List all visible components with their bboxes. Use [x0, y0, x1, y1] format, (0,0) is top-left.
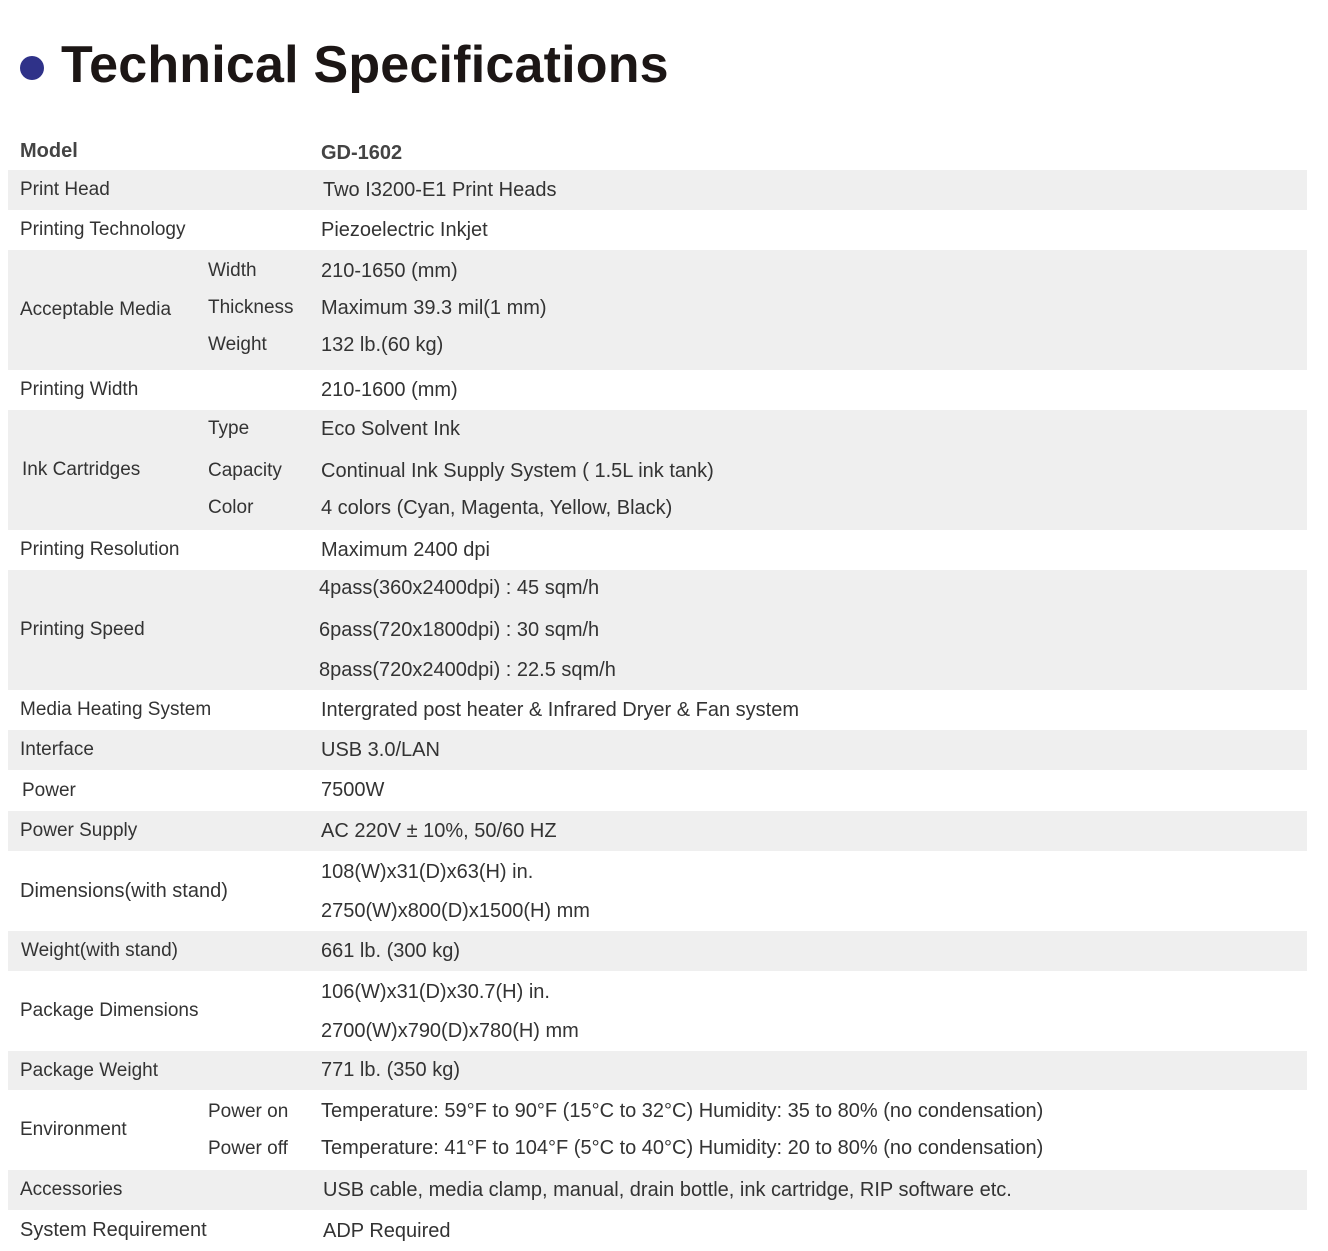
spec-value: 210-1650 (mm) [321, 260, 458, 282]
spec-value: Two I3200-E1 Print Heads [323, 178, 557, 201]
spec-value: 7500W [321, 779, 385, 801]
spec-row-power [8, 770, 1307, 811]
spec-row-media-heating-system [8, 690, 1307, 730]
spec-sub-label: Power off [208, 1138, 288, 1159]
spec-row-dimensions [8, 851, 1307, 931]
spec-value: 2700(W)x790(D)x780(H) mm [321, 1020, 579, 1042]
spec-sub-label: Width [208, 260, 257, 281]
spec-row-weight [8, 931, 1307, 971]
spec-value: 108(W)x31(D)x63(H) in. [321, 861, 534, 883]
spec-value: Eco Solvent Ink [321, 418, 460, 440]
spec-label: Printing Resolution [20, 539, 180, 560]
spec-value: Intergrated post heater & Infrared Dryer & Fan system [321, 698, 799, 721]
spec-label: Acceptable Media [20, 299, 172, 320]
spec-value: Temperature: 41°F to 104°F (5°C to 40°C) Humidity: 20 to 80% (no condensation) [321, 1137, 1044, 1159]
spec-value: USB cable, media clamp, manual, drain bottle, ink cartridge, RIP software etc. [323, 1178, 1012, 1201]
spec-value: 132 lb.(60 kg) [321, 334, 444, 356]
spec-label: Printing Width [20, 379, 139, 400]
spec-label: Printing Speed [20, 619, 145, 640]
spec-label: Package Weight [20, 1059, 159, 1081]
spec-row-model [8, 132, 1307, 170]
spec-label: Power Supply [20, 820, 138, 841]
spec-sub-label: Power on [208, 1101, 289, 1122]
spec-row-printing-speed [8, 570, 1307, 690]
spec-label: Environment [20, 1119, 127, 1140]
spec-label: Model [20, 139, 78, 162]
spec-row-printing-technology [8, 210, 1307, 250]
spec-value: 661 lb. (300 kg) [321, 939, 460, 962]
spec-row-ink-cartridges [8, 410, 1307, 530]
spec-row-power-supply [8, 811, 1307, 851]
spec-row-printing-width [8, 370, 1307, 410]
spec-value: 106(W)x31(D)x30.7(H) in. [321, 981, 550, 1003]
spec-value: 2750(W)x800(D)x1500(H) mm [321, 900, 590, 922]
spec-value: 4pass(360x2400dpi) : 45 sqm/h [319, 577, 600, 599]
spec-value: AC 220V ± 10%, 50/60 HZ [321, 819, 557, 842]
spec-row-package-dimensions [8, 971, 1307, 1051]
spec-label: Media Heating System [20, 699, 212, 720]
spec-value: 4 colors (Cyan, Magenta, Yellow, Black) [321, 497, 673, 519]
spec-label: Ink Cartridges [22, 459, 141, 480]
spec-row-environment [8, 1090, 1307, 1170]
spec-label: System Requirement [20, 1218, 207, 1241]
spec-value: 8pass(720x2400dpi) : 22.5 sqm/h [319, 659, 616, 681]
spec-value: Maximum 39.3 mil(1 mm) [321, 297, 547, 319]
spec-row-accessories [8, 1170, 1307, 1210]
spec-value: ADP Required [323, 1220, 451, 1242]
spec-row-printing-resolution [8, 530, 1307, 570]
spec-label: Dimensions(with stand) [20, 879, 228, 902]
spec-value: 771 lb. (350 kg) [321, 1059, 460, 1081]
spec-value: Temperature: 59°F to 90°F (15°C to 32°C) Humidity: 35 to 80% (no condensation) [321, 1100, 1044, 1122]
spec-sub-label: Weight [208, 334, 267, 355]
page-title: Technical Specifications [61, 36, 669, 94]
spec-value: Maximum 2400 dpi [321, 538, 490, 561]
spec-value: GD-1602 [321, 141, 403, 164]
spec-label: Weight(with stand) [21, 940, 178, 961]
spec-value: Piezoelectric Inkjet [321, 218, 488, 241]
spec-value: 6pass(720x1800dpi) : 30 sqm/h [319, 619, 600, 641]
spec-label: Interface [20, 739, 94, 760]
spec-label: Accessories [20, 1179, 123, 1200]
spec-label: Package Dimensions [20, 1000, 199, 1021]
spec-sub-label: Type [208, 418, 250, 439]
spec-sub-label: Color [208, 497, 254, 518]
spec-value: USB 3.0/LAN [321, 738, 440, 761]
spec-sub-label: Thickness [208, 297, 294, 318]
spec-row-print-head [8, 170, 1307, 210]
spec-row-package-weight [8, 1051, 1307, 1090]
spec-row-system-requirement [8, 1210, 1307, 1250]
spec-value: 210-1600 (mm) [321, 378, 458, 401]
bullet-dot-icon [20, 56, 44, 80]
spec-value: Continual Ink Supply System ( 1.5L ink tank) [321, 460, 714, 482]
spec-sub-label: Capacity [208, 460, 282, 481]
spec-label: Power [22, 779, 76, 801]
page-header [20, 30, 669, 100]
spec-label: Print Head [20, 179, 110, 200]
spec-label: Printing Technology [20, 219, 186, 240]
spec-table [8, 132, 1307, 1250]
spec-row-acceptable-media [8, 250, 1307, 370]
spec-row-interface [8, 730, 1307, 770]
